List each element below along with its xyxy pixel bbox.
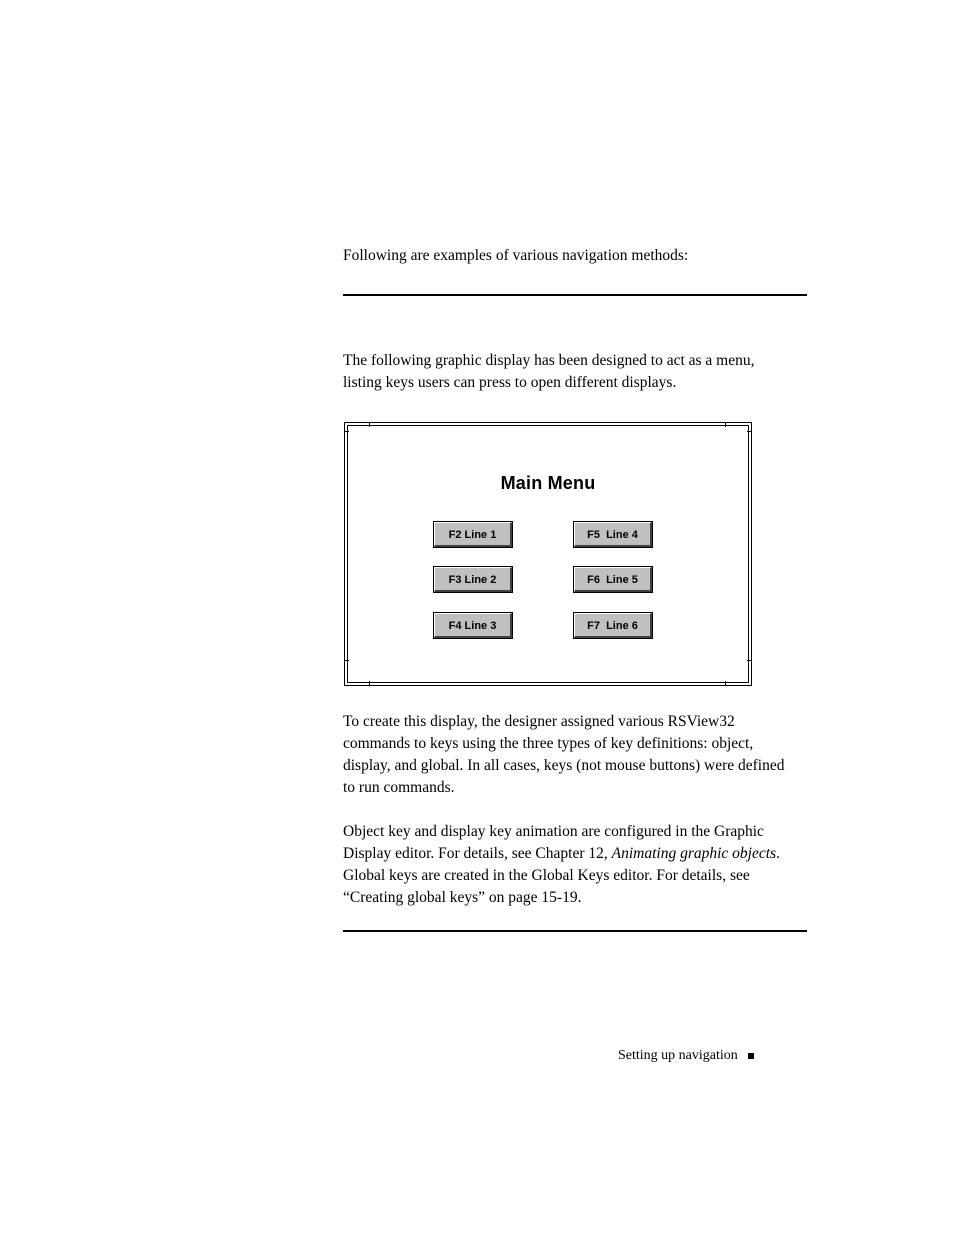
frame-tick <box>345 660 349 661</box>
main-menu-screenshot <box>344 422 752 686</box>
f6-line-5-button[interactable]: F6 Line 5 <box>574 567 652 592</box>
frame-tick <box>725 681 726 685</box>
square-bullet-icon <box>748 1053 754 1059</box>
frame-tick <box>369 423 370 427</box>
f2-line-1-button[interactable]: F2 Line 1 <box>434 522 512 547</box>
f4-line-3-button[interactable]: F4 Line 3 <box>434 613 512 638</box>
text-line: The following graphic display has been designed to act as a menu, <box>343 352 755 369</box>
screenshot-inner-frame <box>347 425 749 683</box>
text-line: listing keys users can press to open different displays. <box>343 374 677 391</box>
menu-description <box>343 350 813 394</box>
section-rule-top <box>343 294 807 296</box>
f7-line-6-button[interactable]: F7 Line 6 <box>574 613 652 638</box>
f5-line-4-button[interactable]: F5 Line 4 <box>574 522 652 547</box>
frame-tick <box>725 423 726 427</box>
main-menu-title: Main Menu <box>500 473 596 493</box>
section-rule-bottom <box>343 930 807 932</box>
configuration-notes <box>343 821 813 909</box>
text-line: Object key and display key animation are configured in the Graphic <box>343 823 764 840</box>
frame-tick <box>747 431 751 432</box>
frame-tick <box>747 660 751 661</box>
page-footer <box>618 1048 754 1064</box>
text-line: “Creating global keys” on page 15-19. <box>343 889 582 906</box>
text-segment: . <box>776 845 780 862</box>
design-explanation <box>343 711 813 799</box>
text-line: display, and global. In all cases, keys (not mouse buttons) were defined <box>343 757 785 774</box>
text-line <box>343 843 813 865</box>
frame-tick <box>345 431 349 432</box>
text-line: To create this display, the designer assigned various RSView32 <box>343 713 735 730</box>
f3-line-2-button[interactable]: F3 Line 2 <box>434 567 512 592</box>
text-line: commands to keys using the three types of key definitions: object, <box>343 735 754 752</box>
text-segment: Display editor. For details, see Chapter 12, <box>343 845 612 862</box>
text-line: to run commands. <box>343 779 455 796</box>
footer-section-title: Setting up navigation <box>618 1048 738 1063</box>
text-line: Global keys are created in the Global Keys editor. For details, see <box>343 867 750 884</box>
frame-tick <box>369 681 370 685</box>
chapter-reference: Animating graphic objects <box>611 845 777 862</box>
intro-text: Following are examples of various navigation methods: <box>343 247 689 264</box>
